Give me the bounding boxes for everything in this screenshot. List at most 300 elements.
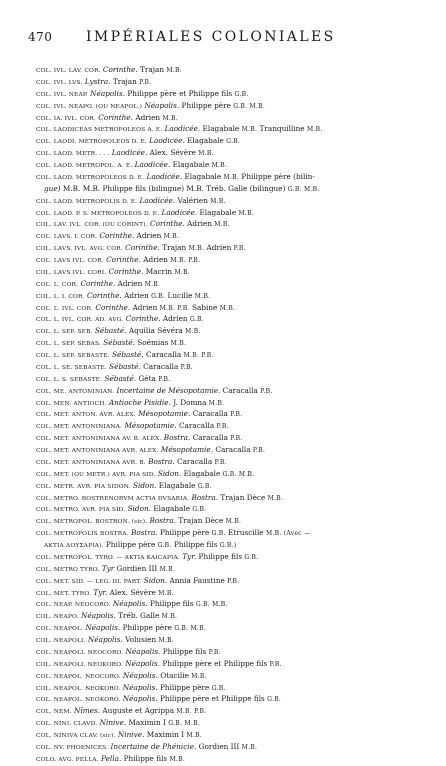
mint-name: Corinthe. [98, 112, 134, 122]
size-mark: P.B. [230, 435, 243, 443]
legend-inscription: COL. MET. TYRO. [36, 590, 91, 597]
size-mark: M.B. P.B. [170, 257, 201, 264]
ruler-name: Alex. Sévère [149, 148, 196, 158]
mint-name: Corinthe. [99, 231, 135, 241]
legend-line [36, 647, 436, 659]
legend-line [36, 516, 436, 528]
ruler-name: Caracalla [192, 409, 228, 419]
legend-inscription: COL. NINI. CLAVD. [36, 721, 98, 728]
mint-name: Bostra. [131, 528, 158, 538]
legend-line [36, 208, 436, 220]
legend-line [36, 445, 436, 457]
ruler-name-2: Lucille [167, 290, 193, 300]
size-mark: G.B. M.B. [174, 625, 207, 633]
legend-inscription: COL. L. IVL. COR. [36, 305, 94, 312]
ruler-name: Alex. Sévère [109, 587, 156, 597]
size-mark: G.B. [244, 553, 259, 561]
legend-inscription: COL. NEAPOL. [36, 626, 84, 633]
ruler-name: Philippe fils [198, 551, 243, 561]
legend-inscription: COL. LAOD. METROPOLIS D. E. [36, 198, 138, 205]
mint-name: Sidon. [157, 468, 182, 478]
legend-inscription: COLO. AVG. PELLA. [36, 756, 99, 763]
legend-line [36, 267, 436, 279]
legend-line [36, 754, 436, 766]
size-mark: P.B. [139, 78, 152, 86]
size-mark: M.B. [241, 126, 258, 134]
mint-name: Laodicée. [161, 207, 198, 217]
ruler-name-2: Tranquilline [259, 124, 305, 134]
ruler-name-2: Philippe père (bilin- [241, 171, 315, 181]
mint-name: Laodicée. [134, 160, 171, 169]
ruler-name: Elagabale [187, 136, 224, 146]
legend-inscription: COL. L. I. COR. [36, 293, 85, 300]
legend-line [36, 326, 436, 338]
ruler-name: Adrien [136, 231, 162, 241]
legend-inscription: COL. LAOD. METROPOLEOS D. E. [36, 174, 145, 181]
mint-name: Tyr [101, 563, 115, 573]
legend-inscription: COL. NV. PHOENICES. [36, 744, 109, 751]
legend-line [36, 409, 436, 421]
ruler-name: Philippe fils [162, 646, 207, 656]
ruler-name: Maximin I [128, 718, 166, 728]
ruler-name: Caracalla [178, 421, 215, 431]
mint-name: Sidon. [127, 504, 151, 514]
legend-line [36, 148, 436, 160]
size-mark: P.B. [269, 660, 282, 668]
size-mark: G.B. M.B. [233, 102, 266, 110]
mint-name: Néapolis. [87, 635, 123, 644]
mint-name: Laodicée. [146, 171, 183, 181]
legend-inscription: COL. NEAPOL. NEOKORO. [36, 697, 121, 704]
legend-inscription: COL. NEM. [36, 709, 72, 716]
ruler-name: Philippe père [181, 100, 231, 110]
legend-line [36, 730, 436, 742]
legend-line [36, 374, 436, 386]
ruler-name: Philippe père [159, 528, 210, 538]
size-mark: M.B. P.B. [176, 708, 207, 716]
size-mark: M.B. [163, 233, 180, 241]
size-mark: G.B. M.B. [168, 720, 200, 728]
mint-name: Sébasté. [112, 350, 144, 359]
legend-inscription: COL. NEAP. NEOCORO. [36, 602, 111, 609]
legend-inscription: COL. NEAPOL. NEOCORO. [36, 673, 121, 680]
mint-name: Corinthe. [108, 266, 144, 276]
legend-inscription: COL. MET. ANTONINIANA AVR. ALEX. [36, 448, 159, 454]
legend-line [36, 504, 436, 516]
legend-inscription: COL. METRO TYRO. [36, 566, 100, 573]
ruler-name: Elagabale [172, 160, 210, 169]
legend-line [36, 231, 436, 243]
legend-line [36, 671, 436, 683]
legend-inscription: COL. MET. ANTONINIANA AV. B. ALEX. [36, 436, 162, 443]
ruler-name-2: Philippe fils [173, 540, 218, 549]
legend-inscription: COL. METR. AVR. PIA SIDON. [36, 483, 131, 490]
size-mark-2: G.B. M.B. [287, 185, 320, 193]
legend-inscription: COL. MET. ANTONINIANA AVR. B. [36, 459, 146, 466]
ruler-name: Caracalla [215, 445, 251, 454]
ruler-name: Valérien [177, 195, 208, 205]
legend-line [36, 398, 436, 410]
size-mark: G.B. [157, 542, 172, 549]
legend-line [36, 635, 436, 647]
size-mark-2: M.B. [219, 304, 236, 312]
ruler-name: Philippe père et Philippe fils [159, 694, 265, 704]
ruler-name: Philippe père [159, 682, 210, 692]
ruler-name: Volusien [125, 635, 157, 644]
ruler-name: Gordien III [198, 741, 240, 751]
size-mark: G.B. [226, 138, 241, 146]
size-mark: G.B. M.B. [195, 601, 228, 609]
legend-inscription: COL. LAOD. P. S. METROPOLEOS D. E. [36, 210, 160, 217]
legend-inscription: COL. NEAPOLI. [36, 638, 86, 644]
size-mark: P.B. [230, 411, 243, 419]
ruler-name: Tréb. Galle [118, 611, 160, 621]
size-mark: P.B. [260, 387, 273, 395]
legend-inscription: COL. MET. ANTON. AVR. ALEX. [36, 412, 136, 419]
size-mark-2: M.B. [306, 126, 323, 134]
size-mark: P.B. [208, 648, 221, 656]
legend-line [36, 659, 436, 671]
size-mark: G.B. [189, 316, 204, 324]
mint-name: Néapolis. [122, 682, 158, 692]
size-mark: P.B. [227, 577, 240, 585]
mint-name: Néapolis. [144, 100, 180, 110]
legend-line [36, 718, 436, 730]
ruler-name: Adrien [117, 278, 143, 288]
legend-line [36, 623, 436, 635]
legend-line [36, 742, 436, 754]
ruler-name: Caracalla [177, 456, 213, 466]
ruler-name: Elagabale [183, 468, 221, 478]
mint-name: gue) [44, 183, 61, 193]
ruler-name-2: Adrien [206, 243, 232, 253]
page-title: IMPÉRIALES COLONIALES [86, 29, 336, 45]
mint-name: Néapolis. [122, 694, 158, 704]
legend-inscription: COL. L. COR. [36, 281, 79, 288]
legend-line [36, 243, 436, 255]
legend-inscription: COL. IVL. LAV. COR. [36, 68, 101, 74]
ruler-name: Elagabale [199, 207, 237, 217]
legend-line [36, 65, 436, 77]
size-mark: M.B. [185, 328, 201, 336]
legend-line [36, 89, 436, 101]
size-mark: P.B. [252, 447, 266, 454]
size-mark: G.B. [192, 506, 207, 514]
legend-inscription: COL. LAVS. I. COR. [36, 234, 98, 241]
size-mark: P.B. [216, 423, 229, 431]
legend-line [36, 611, 436, 623]
size-mark: M.B. P.B. [159, 304, 190, 312]
legend-inscription: COL. LAOD. METR. . . . [36, 151, 110, 158]
size-mark: M.B. [186, 732, 203, 739]
size-mark: M.B. [188, 245, 205, 253]
mint-name: Laodicée. [164, 124, 201, 134]
mint-name: Ninive. [99, 718, 127, 728]
mint-name: Laodicée. [149, 136, 185, 146]
legend-inscription: COL. L. SEP. SEBASTE. [36, 353, 110, 359]
page-number: 470 [28, 30, 53, 44]
ruler-name: Adrien [124, 290, 149, 300]
ruler-name: Trajan [112, 76, 137, 86]
legend-line [36, 433, 436, 445]
legend-line [36, 77, 436, 89]
mint-name: Sébasté. [103, 338, 135, 348]
size-mark: M.B. [162, 114, 179, 122]
legend-line [36, 706, 436, 718]
size-mark: M.B. [144, 280, 161, 288]
mint-name: Néapolis. [85, 623, 121, 633]
size-mark: M.B. [170, 340, 187, 348]
ruler-name: Adrien [132, 302, 158, 312]
ruler-name: Caracalla [222, 385, 258, 395]
mint-name: Ninive. [117, 730, 145, 739]
mint-name: Corinthe. [125, 314, 161, 324]
size-mark: M.B. [159, 565, 176, 573]
mint-name: Tyr. [182, 551, 197, 561]
legend-inscription: COL. LAODICEAS METROPOLEOS A. E. [36, 127, 163, 134]
mint-name: Pella. [101, 753, 122, 763]
mint-name: Néapolis. [81, 611, 116, 621]
size-mark: M.B. [158, 637, 175, 644]
mint-name: Sébasté. [104, 373, 137, 383]
mint-name: Corinthe. [80, 278, 116, 288]
legend-line [36, 540, 436, 552]
size-mark: M.B. [214, 221, 230, 229]
mint-name: Corinthe. [125, 243, 160, 253]
size-mark: M.B. [191, 672, 207, 680]
legend-line [36, 314, 436, 326]
ruler-name: Elagabale [158, 480, 196, 490]
legend-line [36, 160, 436, 172]
legend-line [36, 362, 436, 374]
size-mark: M.B. [166, 67, 182, 74]
legend-line [36, 184, 436, 196]
legend-inscription: COL. IVL. LVS. [36, 79, 83, 86]
legend-line [36, 552, 436, 564]
legend-inscription: COL. MET. SID. — LEG. III. PART. [36, 578, 142, 585]
legend-inscription: COL. LAV. IVL. COR. (OU CORINT). [36, 222, 148, 229]
size-mark: M.B. [161, 613, 178, 621]
ruler-name: Philippe père [122, 623, 172, 633]
size-mark: M.B. [198, 150, 214, 158]
ruler-name-2: Etruscille [228, 528, 264, 538]
mint-name: Mésopotamie. [138, 409, 191, 419]
legend-inscription: COL. METRO. AVR. PIA SID. [36, 507, 126, 514]
legend-inscription: COL. METROPOL. BOSTRON. (sic). [36, 519, 148, 526]
mint-name: Néapolis. [125, 646, 161, 656]
legend-line [36, 421, 436, 433]
ruler-name: Philippe père [105, 540, 156, 549]
size-mark-2: P.B. [233, 245, 246, 253]
size-mark: P.B. [214, 458, 227, 466]
size-mark: G.B. [197, 482, 212, 490]
legend-line [36, 124, 436, 136]
legend-line [36, 493, 436, 505]
ruler-name-2: Sabine [192, 302, 218, 312]
legend-inscription: COL. NEAPOLI. NEOCORO. [36, 649, 124, 656]
ruler-name: Otacilie [160, 670, 189, 680]
mint-name: Corinthe. [106, 255, 141, 264]
legend-inscription: COL. ME. ANTONINIAN. [36, 388, 115, 395]
mint-name: Laodicée. [139, 195, 176, 205]
size-mark: P.B. [158, 375, 171, 383]
running-header [28, 30, 428, 50]
mint-name: Lystra. [84, 76, 111, 86]
size-mark: G.B. [151, 292, 166, 300]
legend-line [36, 386, 436, 398]
legend-line [36, 350, 436, 362]
legend-line [36, 528, 436, 540]
mint-name: Néapolis. [112, 599, 148, 609]
mint-name: Bostra. [149, 516, 177, 526]
legend-inscription: COL. L. IVL. COR. AD. AVG. [36, 317, 124, 324]
size-mark-2: G.B.) [219, 542, 237, 549]
legend-inscription: COL. METROPOLIS BOSTRA. [36, 531, 129, 538]
legend-line [36, 683, 436, 695]
size-mark: M.B. [225, 518, 242, 526]
mint-name: Sidon. [133, 480, 157, 490]
ruler-name: Trajan Dèce [220, 492, 266, 502]
size-mark: M.B. [223, 173, 240, 181]
legend-inscription: COL. NEAPOLI. NEOKORO. [36, 661, 123, 668]
legend-line [36, 338, 436, 350]
ruler-name: Auguste et Agrippa [102, 706, 175, 716]
mint-name: Incertaine de Phénicie. [110, 741, 197, 751]
legend-inscription: COL. MEN. ANTIOCH. [36, 400, 107, 407]
legend-inscription: COL. MET. (OU METR.) AVR. PIA SID. [36, 471, 156, 478]
ruler-name: Caracalla [192, 433, 228, 443]
size-mark: P.B. [180, 363, 193, 371]
coin-legend-list [36, 65, 436, 766]
size-mark: M.B. P.B. [183, 352, 214, 359]
ruler-name: Philippe père et Philippe fils [162, 658, 268, 668]
legend-line [36, 196, 436, 208]
legend-line [36, 564, 436, 576]
legend-line [36, 457, 436, 469]
legend-line [36, 255, 436, 267]
legend-inscription: COL. LAODI. METROPOLEOS D. E. [36, 139, 147, 146]
ruler-name: Trajan [162, 243, 187, 253]
legend-line [36, 576, 436, 588]
mint-name: Bostra. [191, 492, 219, 502]
legend-inscription: COL. LAVS. IVL. AVG. COR. [36, 246, 123, 253]
ruler-name: Maximin I [146, 730, 185, 739]
ruler-name: Adrien [162, 314, 188, 324]
mint-name: Corinthe. [102, 65, 138, 74]
legend-inscription: COL. NINIVA CLAV. (sic). [36, 733, 116, 739]
legend-line [36, 279, 436, 291]
mint-name: Bostra. [148, 456, 175, 466]
mint-name: Néapolis. [123, 670, 158, 680]
ruler-name: Trajan [140, 65, 165, 74]
ruler-name: M.B. [62, 183, 81, 193]
mint-name: Nîmes. [74, 706, 101, 716]
size-mark: M.B. [208, 399, 225, 407]
ruler-name: Macrin [145, 266, 173, 276]
ruler-name: Géta [138, 373, 156, 383]
legend-inscription: COL. NEAPO. [36, 614, 79, 621]
ruler-name: J. Domna [173, 397, 207, 407]
legend-inscription: COL. L. SE. SEBASTE. [36, 364, 107, 371]
ruler-name-2: M.B. Philippe fils (bilingue) M.B. Tréb. Galle (bilingue) [82, 183, 286, 193]
legend-inscription: COL. LAVS IVL. CORI. [36, 269, 107, 276]
size-mark-2: M.B. [194, 292, 211, 300]
size-mark: M.B. [238, 209, 255, 217]
size-mark: G.B. [211, 530, 226, 538]
size-mark: M.B. [210, 197, 226, 205]
legend-line [36, 694, 436, 706]
legend-inscription: COL. L. SEP. SEB. [36, 329, 93, 336]
legend-line [36, 172, 436, 184]
ruler-name: Elagabale [153, 504, 191, 514]
ruler-name: Adrien [187, 219, 212, 229]
mint-name: Mésopotamie. [124, 421, 177, 431]
legend-inscription: AKTIA ΔΟΥΣΑΡΙΑ). [44, 543, 104, 549]
mint-name: Antioche Pisidie. [108, 397, 171, 407]
size-mark: M.B. [174, 268, 191, 276]
mint-name: Néapolis. [125, 658, 161, 668]
ruler-name: Elagabale [202, 124, 240, 134]
ruler-name: Caracalla [143, 361, 179, 371]
ruler-name: Elagabale [184, 171, 222, 181]
legend-line [36, 101, 436, 113]
mint-name: Sébasté. [94, 326, 127, 336]
ruler-name: Philippe fils [150, 599, 194, 609]
legend-line [36, 469, 436, 481]
legend-line [36, 599, 436, 611]
ruler-name: Caracalla [146, 350, 182, 359]
mint-name: Sidon. [143, 575, 168, 585]
legend-line [36, 588, 436, 600]
size-mark-2: M.B. (Avec — [265, 530, 311, 538]
mint-name: Néapolis. [90, 88, 126, 98]
legend-inscription: COL. LAVS IVL. COR. [36, 258, 104, 264]
legend-inscription: COL. IA. IVL. COR. [36, 115, 96, 122]
mint-name: Corinthe. [95, 302, 131, 312]
legend-inscription: COL. NEAPOL. NEOKORO. [36, 685, 121, 692]
mint-name: Tyr. [93, 587, 108, 597]
legend-line [36, 291, 436, 303]
legend-inscription: COL. L. SEP. SEBAS. [36, 341, 101, 348]
size-mark: G.B. [267, 696, 282, 704]
mint-name: Corinthe. [150, 219, 185, 229]
ruler-name: Adrien [143, 255, 168, 264]
legend-inscription: COL. IVL. NEAP. [36, 91, 88, 98]
mint-name: Bostra. [163, 433, 191, 443]
legend-line [36, 481, 436, 493]
legend-inscription: COL. METRO. BOSTRENORVM ACTIA DVSARIA. [36, 495, 190, 502]
size-mark: G.B. [211, 684, 226, 692]
ruler-name: Annia Faustine [169, 575, 225, 585]
ruler-name: Gordien III [116, 563, 158, 573]
legend-inscription: COL. MET. ANTONINIANA. [36, 424, 123, 431]
size-mark: G.B. M.B. [222, 470, 255, 478]
size-mark: M.B. [267, 494, 284, 502]
mint-name: Laodicée. [111, 148, 148, 158]
ruler-name: Trajan Dèce [178, 516, 224, 526]
legend-line [36, 219, 436, 231]
mint-name: Incertaine de Mésopotamie. [116, 385, 221, 395]
mint-name: Corinthe. [86, 290, 122, 300]
legend-inscription: COL. IVL. NEAPO. (OU NEAPOL.) [36, 103, 143, 110]
legend-inscription: COL. L. S. SEBASTE. [36, 376, 103, 383]
legend-line [36, 303, 436, 315]
legend-line [36, 113, 436, 125]
size-mark: M.B. [169, 755, 186, 763]
ruler-name: Philippe fils [123, 753, 168, 763]
mint-name: Mésopotamie. [160, 445, 214, 454]
size-mark: M.B. [211, 162, 228, 169]
